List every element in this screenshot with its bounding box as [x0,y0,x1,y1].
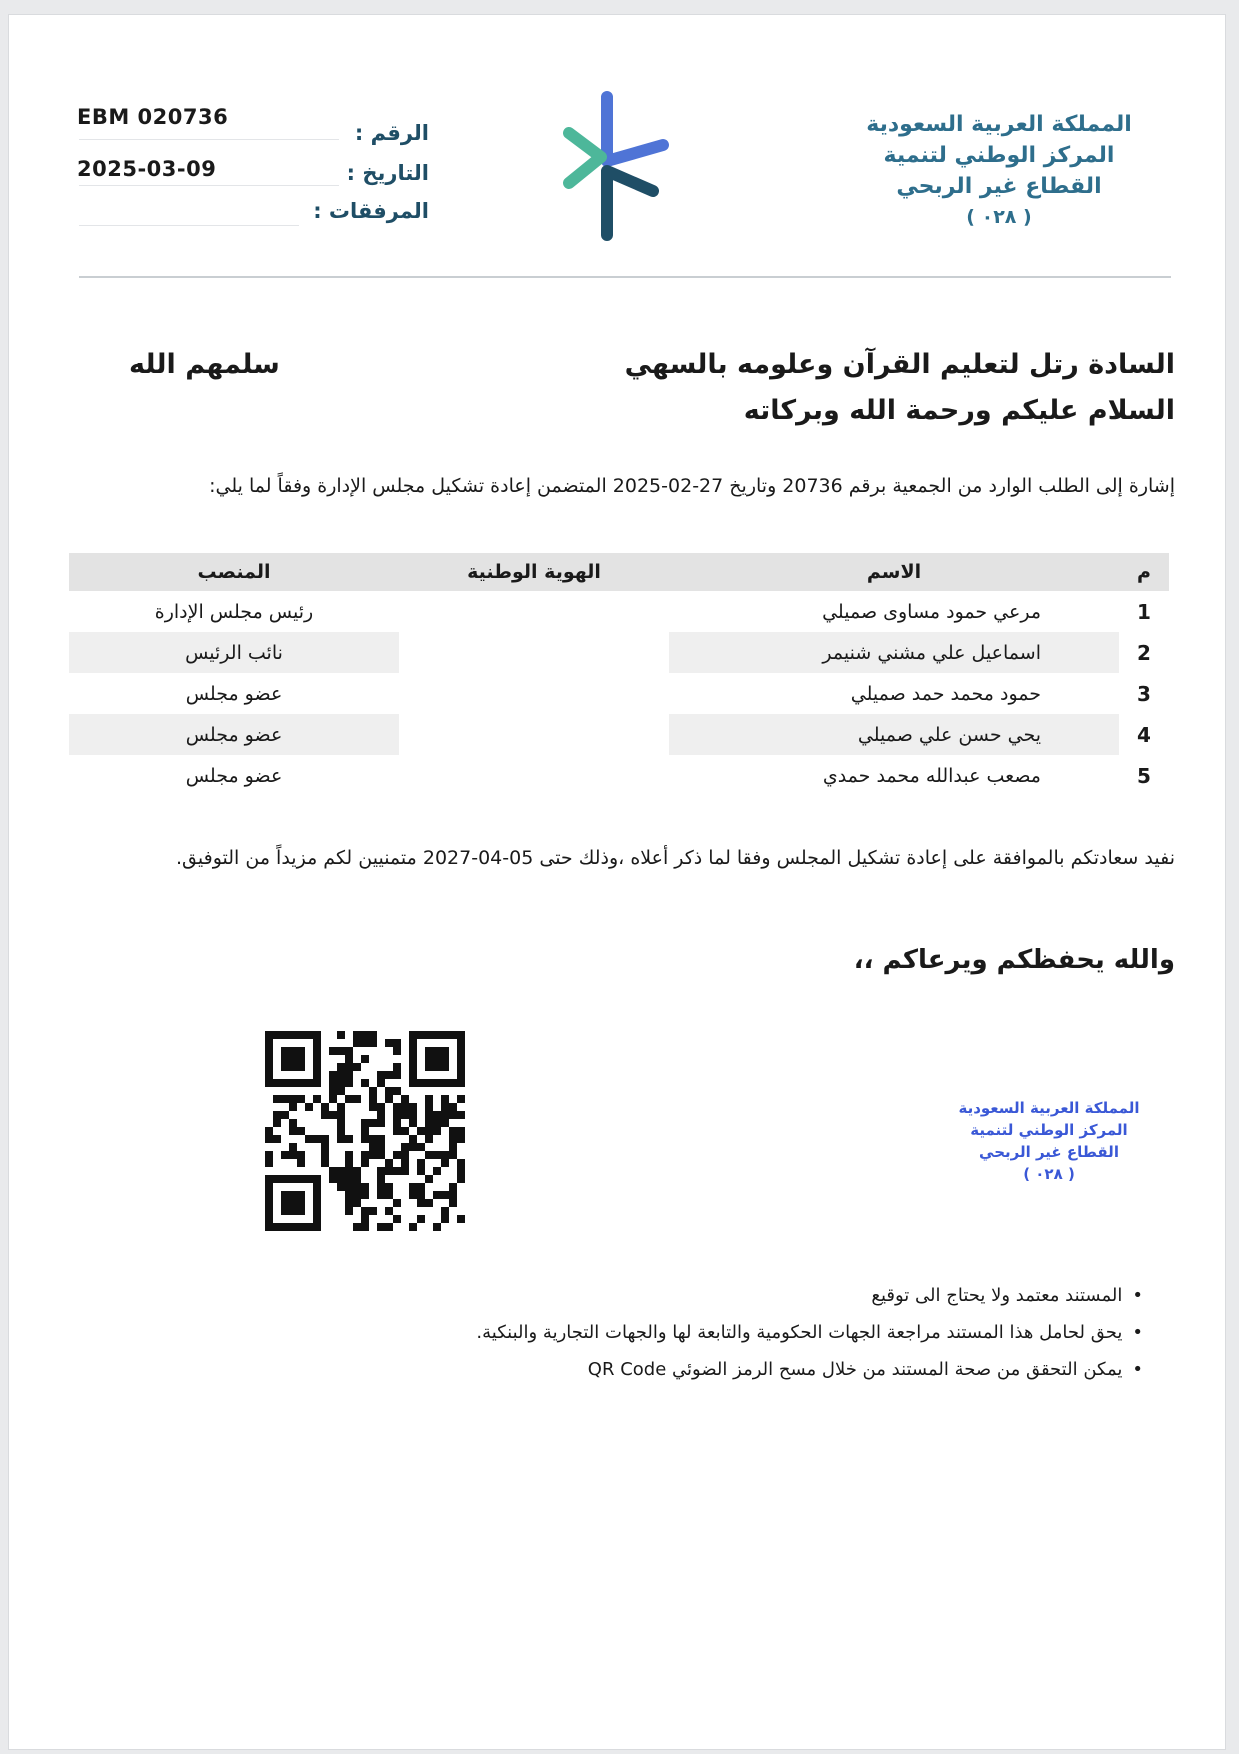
column-header-name: الاسم [669,553,1119,591]
stamp-line: ( ٠٢٨ ) [1023,1165,1075,1183]
column-header-number: م [1119,553,1169,591]
header-divider [79,276,1171,278]
meta-line [79,185,339,186]
table-row [69,714,1169,755]
org-name-line: المركز الوطني لتنمية [883,143,1115,168]
member-national-id [399,755,669,796]
member-position: نائب الرئيس [69,632,399,673]
intro-paragraph: إشارة إلى الطلب الوارد من الجمعية برقم 20736 وتاريخ 27-02-2025 المتضمن إعادة تشكيل مجلس الإدارة وفقاً لما يلي: [209,475,1175,497]
board-members-table [69,553,1169,796]
closing-line: والله يحفظكم ويرعاكم ،، [853,945,1175,975]
row-number: 1 [1137,599,1151,624]
attachments-label: المرفقات : [313,199,429,223]
addressee: السادة رتل لتعليم القرآن وعلومه بالسهي [624,349,1175,380]
row-number: 4 [1137,722,1151,747]
member-position: عضو مجلس [185,764,283,787]
qr-code-icon [265,1031,465,1231]
row-number: 3 [1137,681,1151,706]
document-notes [243,1277,1143,1388]
member-position: رئيس مجلس الإدارة [154,600,314,623]
stamp-line: المملكة العربية السعودية [958,1099,1140,1117]
column-header-national-id: الهوية الوطنية [399,553,669,591]
table-row [69,632,1169,673]
table-row [69,591,1169,632]
org-name-block [829,109,1169,233]
member-national-id [399,591,669,632]
member-position: عضو مجلس [185,682,283,705]
honorific: سلمهم الله [129,349,280,380]
date-label: التاريخ : [346,161,429,185]
reference-number-value: EBM 020736 [77,105,229,129]
note-item: • يحق لحامل هذا المستند مراجعة الجهات الحكومية والتابعة لها والجهات التجارية والبنكية. [243,1314,1143,1351]
logo-teal-stroke [569,133,601,183]
stamp-line: القطاع غير الربحي [979,1143,1119,1161]
member-national-id [399,714,669,755]
greeting: السلام عليكم ورحمة الله وبركاته [743,395,1175,426]
reference-number-label: الرقم : [354,121,429,145]
table-row [69,755,1169,796]
org-name-line: ( ٠٢٨ ) [966,206,1032,228]
member-name: مرعي حمود مساوى صميلي [822,600,1041,623]
stamp-line: المركز الوطني لتنمية [970,1121,1128,1139]
member-national-id [399,673,669,714]
member-name: حمود محمد حمد صميلي [850,682,1041,705]
digital-stamp [939,1097,1159,1185]
meta-line [79,225,299,226]
org-name-line: المملكة العربية السعودية [866,112,1132,137]
approval-paragraph: نفيد سعادتكم بالموافقة على إعادة تشكيل المجلس وفقا لما ذكر أعلاه ،وذلك حتى 05-04-2027 متمنيين لكم مزيداً من التوفيق. [176,847,1175,869]
member-national-id [399,632,669,673]
note-item: • المستند معتمد ولا يحتاج الى توقيع [243,1277,1143,1314]
member-name: يحي حسن علي صميلي [669,714,1119,755]
date-value: 2025-03-09 [77,157,217,181]
letter-page [8,14,1226,1750]
ncnp-logo-icon [557,79,687,249]
logo-dark-stroke [607,171,653,235]
meta-line [79,139,339,140]
column-header-position: المنصب [69,553,399,591]
member-position: عضو مجلس [69,714,399,755]
org-name-line: القطاع غير الربحي [896,174,1102,199]
note-item: • يمكن التحقق من صحة المستند من خلال مسح الرمز الضوئي QR Code [243,1351,1143,1388]
row-number: 5 [1137,763,1151,788]
table-row [69,673,1169,714]
row-number: 2 [1137,640,1151,665]
table-header-row [69,553,1169,591]
member-name: اسماعيل علي مشني شنيمر [669,632,1119,673]
logo-blue-stroke [607,97,663,161]
member-name: مصعب عبدالله محمد حمدي [822,764,1041,787]
